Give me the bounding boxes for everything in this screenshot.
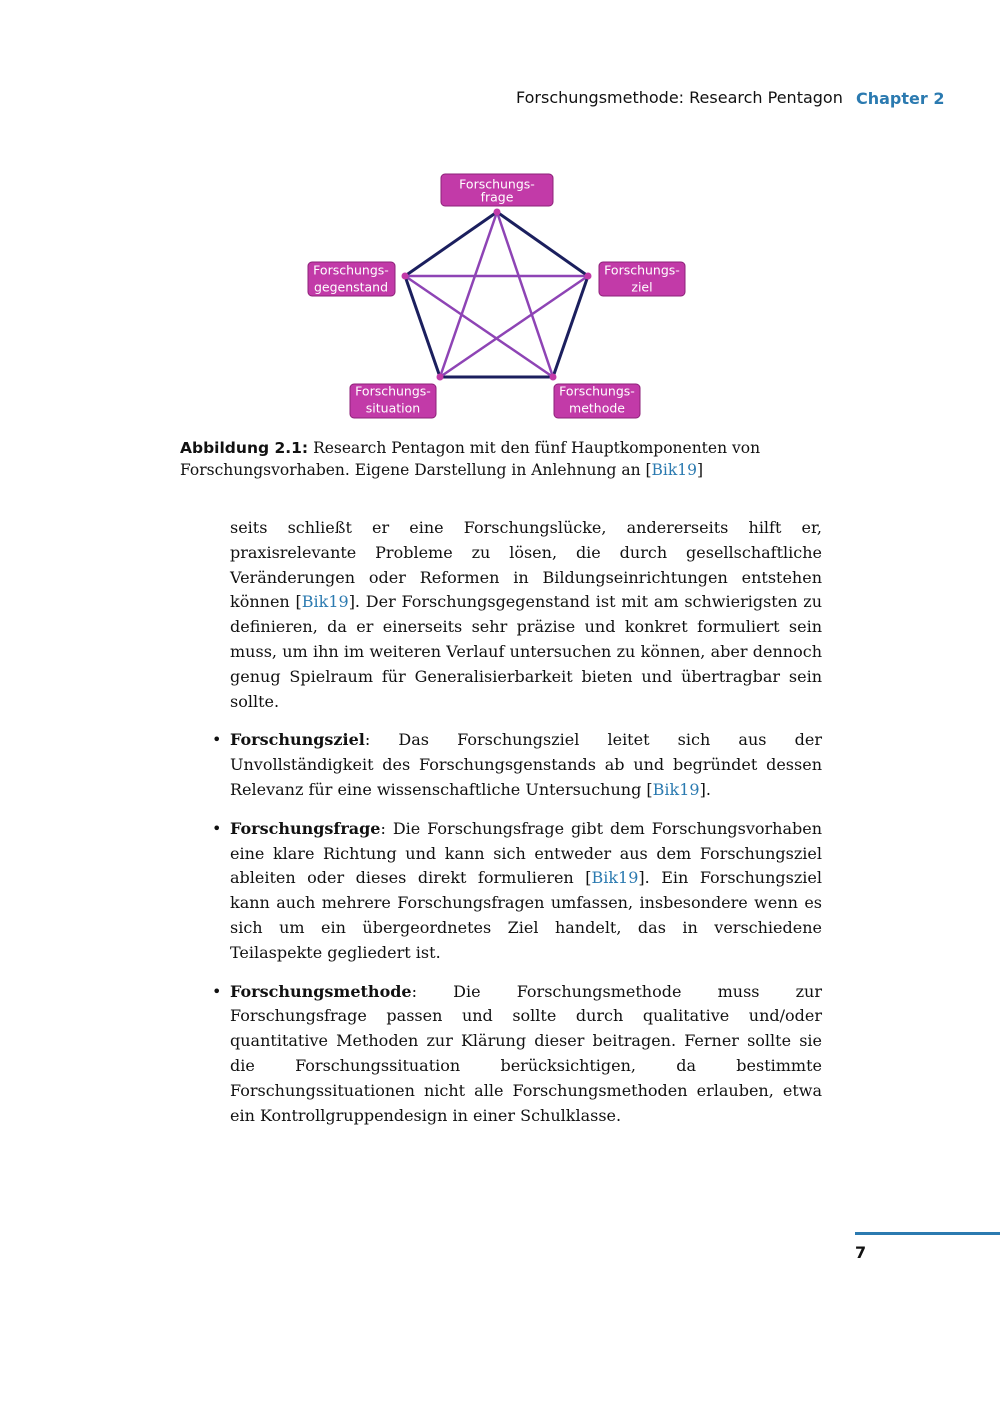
running-header-chapter: Chapter 2 xyxy=(856,89,945,108)
component-list xyxy=(230,728,822,1128)
diag-methode-gegenstand xyxy=(405,276,553,377)
body-text xyxy=(230,516,822,1128)
text-forschungsziel: Das Forschungsziel leitet sich aus der Unvollständigkeit des Forschungsgenstands ab und begründet dessen Relevanz für eine wissenschaftliche Untersuchung xyxy=(230,730,822,799)
citation-link-forschungsziel[interactable]: Bik19 xyxy=(652,779,700,799)
node-frage xyxy=(441,174,553,206)
vertex-methode xyxy=(550,374,557,381)
list-item-forschungsfrage: • Forschungsfrage: Die Forschungsfrage gibt dem Forschungsvorhaben eine klare Richtung und kann sich entweder aus dem Forschungsziel ableiten oder dieses direkt formulieren [Bik19]. Ein Forschungsziel kann auch mehrere Forschungsfragen umfassen, insbesondere wenn es sich um ein übergeordnetes Ziel handelt, das in verschiedene Teilaspekte gegliedert ist. xyxy=(230,817,822,966)
diag-ziel-situation xyxy=(440,276,588,377)
node-methode xyxy=(554,384,640,419)
node-situation xyxy=(350,384,436,419)
list-item-forschungsziel: • Forschungsziel: Das Forschungsziel leitet sich aus der Unvollständigkeit des Forschungsgenstands ab und begründet dessen Relevanz für eine wissenschaftliche Untersuchung [Bik19]. xyxy=(230,728,822,802)
footer-rule xyxy=(855,1232,1000,1235)
caption-citation-link[interactable]: Bik19 xyxy=(651,461,698,479)
vertex-gegenstand xyxy=(402,273,409,280)
node-situation-line2: situation xyxy=(365,400,421,416)
intro-citation-link[interactable]: Bik19 xyxy=(301,592,349,612)
node-ziel-line2: ziel xyxy=(631,279,653,295)
edge-frage-ziel xyxy=(497,212,588,276)
node-frage-line1: Forschungs- xyxy=(459,176,535,192)
term-forschungsmethode: Forschungsmethode xyxy=(230,981,412,1001)
intro-text-part1: seits schließt er eine Forschungslücke, andererseits hilft er, praxisrelevante Probleme zu lösen, die durch gesellschaftliche Veränderungen oder Reformen in Bildungseinrichtungen entstehen können xyxy=(230,518,822,612)
node-frage-line2: frage xyxy=(480,189,514,205)
node-situation-line1: Forschungs- xyxy=(355,383,431,399)
running-header-title: Forschungsmethode: Research Pentagon xyxy=(516,88,843,107)
node-gegenstand-line2: gegenstand xyxy=(313,279,389,295)
intro-paragraph: seits schließt er eine Forschungslücke, andererseits hilft er, praxisrelevante Probleme zu lösen, die durch gesellschaftliche Veränderungen oder Reformen in Bildungseinrichtungen entstehen können [Bik19]. Der Forschungsgegenstand ist mit am schwierigsten zu definieren, da er einerseits sehr präzise und konkret formuliert sein muss, um ihn im weiteren Verlauf untersuchen zu können, aber dennoch genug Spielraum für Generalisierbarkeit bieten und übertragbar sein sollte. xyxy=(230,518,823,711)
figure-caption: Abbildung 2.1: Research Pentagon mit den fünf Hauptkomponenten von Forschungsvorhaben. Eigene Darstellung in Anlehnung an [Bik19] xyxy=(180,439,761,479)
text-forschungsfrage: Die Forschungsfrage gibt dem Forschungsvorhaben eine klare Richtung und kann sich entweder aus dem Forschungsziel ableiten oder dieses direkt formulieren xyxy=(230,818,823,888)
diag-frage-methode xyxy=(497,212,553,377)
caption-text: Research Pentagon mit den fünf Hauptkomponenten von Forschungsvorhaben. Eigene Darstellung in Anlehnung an xyxy=(180,439,761,479)
after-forschungsziel: . xyxy=(705,779,711,799)
node-gegenstand-line1: Forschungs- xyxy=(313,262,389,278)
text-forschungsmethode: Die Forschungsmethode muss zur Forschungsfrage passen und sollte durch qualitative und/oder quantitative Methoden zur Klärung dieser beitragen. Ferner sollte sie die Forschungssituation berücksichtigen, da bestimmte Forschungssituationen nicht alle Forschungsmethoden erlauben, etwa ein Kontrollgruppendesign in einer Schulklasse. xyxy=(230,981,822,1125)
page-number: 7 xyxy=(855,1243,867,1262)
edge-gegenstand-frage xyxy=(405,212,497,276)
vertex-situation xyxy=(437,374,444,381)
caption-label: Abbildung 2.1: xyxy=(180,439,309,457)
node-ziel-line1: Forschungs- xyxy=(604,262,680,278)
vertex-frage xyxy=(494,209,501,216)
diag-frage-situation xyxy=(440,212,497,377)
node-methode-line1: Forschungs- xyxy=(559,383,635,399)
vertex-ziel xyxy=(585,273,592,280)
citation-link-forschungsfrage[interactable]: Bik19 xyxy=(591,868,639,888)
term-forschungsziel: Forschungsziel xyxy=(230,730,365,750)
node-gegenstand xyxy=(308,262,395,296)
research-pentagon-figure xyxy=(290,165,710,425)
after-forschungsfrage: . Ein Forschungsziel kann auch mehrere Forschungsfragen umfassen, insbesondere wenn es sich um ein übergeordnetes Ziel handelt, das in verschiedene Teilaspekte gegliedert ist. xyxy=(230,868,823,962)
intro-text-part2: Der Forschungsgegenstand ist mit am schwierigsten zu definieren, da er einerseits sehr präzise und konkret formuliert sein muss, um ihn im weiteren Verlauf untersuchen zu können, aber dennoch genug Spielraum für Generalisierbarkeit bieten und übertragbar sein sollte. xyxy=(230,592,823,711)
node-methode-line2: methode xyxy=(569,400,625,416)
list-item-forschungsmethode: • Forschungsmethode: Die Forschungsmethode muss zur Forschungsfrage passen und sollte durch qualitative und/oder quantitative Methoden zur Klärung dieser beitragen. Ferner sollte sie die Forschungssituation berücksichtigen, da bestimmte Forschungssituationen nicht alle Forschungsmethoden erlauben, etwa ein Kontrollgruppendesign in einer Schulklasse. xyxy=(230,980,822,1129)
node-ziel xyxy=(599,262,685,296)
edge-ziel-methode xyxy=(553,276,588,377)
term-forschungsfrage: Forschungsfrage xyxy=(230,818,381,838)
edge-situation-gegenstand xyxy=(405,276,440,377)
